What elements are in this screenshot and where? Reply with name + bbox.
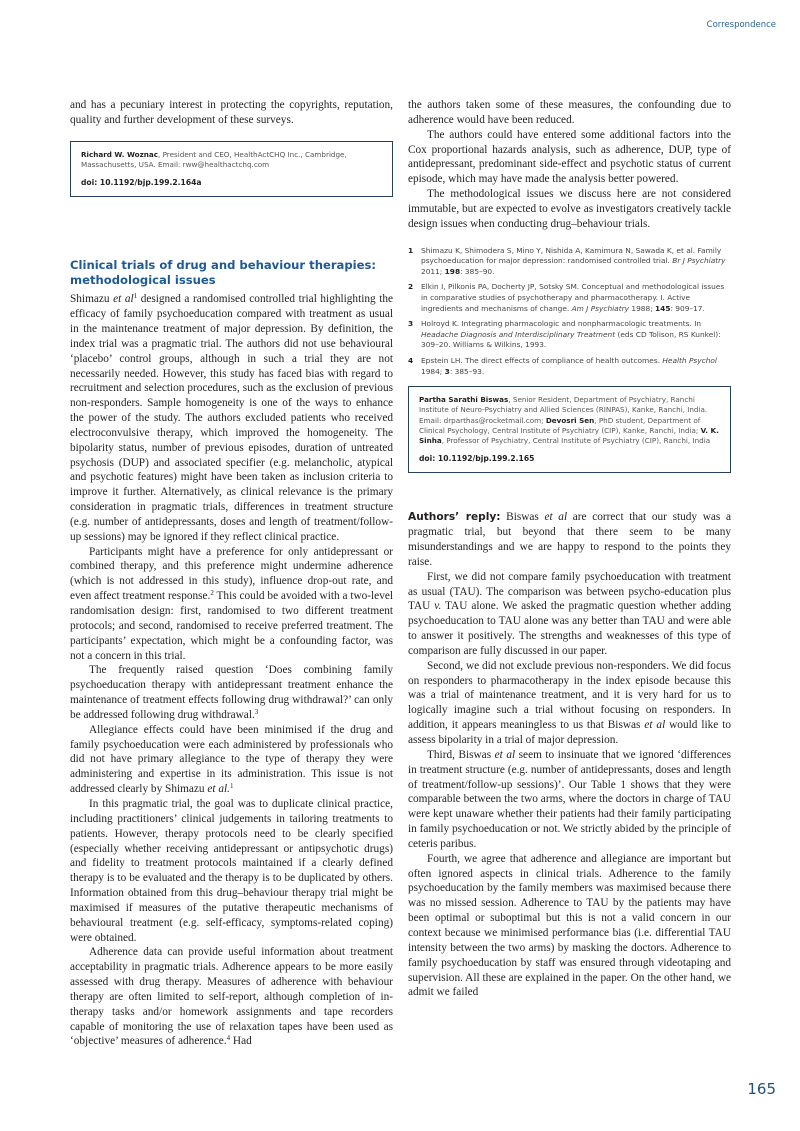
text: Shimazu: [70, 293, 114, 306]
body-paragraph: [70, 663, 393, 722]
doi-link[interactable]: doi: 10.1192/bjp.199.2.165: [419, 454, 535, 464]
reply-paragraph: [408, 748, 731, 852]
volume: 198: [444, 266, 461, 276]
citation-ref[interactable]: 1: [133, 292, 138, 301]
text: 1988;: [629, 303, 656, 313]
text: Third, Biswas: [427, 748, 495, 761]
affiliation-text: [419, 395, 720, 446]
reply-paragraph: [408, 570, 731, 659]
continuation-paragraph: and has a pecuniary interest in protecting the copyrights, reputation, quality and further development of these surveys.: [70, 99, 393, 126]
text: Biswas: [500, 511, 545, 524]
text: : 385–90.: [460, 266, 495, 276]
citation-ref[interactable]: 3: [254, 707, 259, 716]
author-name: Devosri Sen: [545, 415, 595, 425]
citation-ref[interactable]: 2: [210, 589, 214, 598]
body-paragraph: In this pragmatic trial, the goal was to duplicate clinical practice, including practitioners’ clinical judgements in tailoring treatments to patients. However, therapy protocols need to be clearly specified (especially whether receiving antidepressant or antipsychotic drugs) and fidelity to treatment protocols maintained if a clearly defined therapy is to be evaluated and the therapy is to be duplicated by others. Information obtained from this drug–behaviour therapy trial might be maximised if measures of the putative therapeutic mechanisms of behavioural treatment (e.g. self-efficacy, symptoms-related coping) were obtained.: [70, 797, 393, 944]
text: First, we did not compare family psychoeducation with treatment as usual (TAU). The comparison was between psycho-education plus TAU: [408, 570, 731, 613]
text-italic: et al: [113, 293, 134, 306]
body-paragraph: [70, 545, 393, 664]
reference-item: [408, 319, 731, 351]
reply-paragraph: Fourth, we agree that adherence and allegiance are important but often ignored aspects in clinical trials. Adherence to the family psychoeducation by the family members was maximised because there was no missed session. Adherence to TAU by the patients may have been optimal or suboptimal but this is not a valid concern in our context because we minimised performance bias (i.e. differential TAU intensity between the two arms) by masking the doctors. Adherence to family psychoeducation by staff was ensured through videotaping and supervision. All these are explained in the paper. On the other hand, we admit we failed: [408, 852, 731, 999]
text-italic: et al: [544, 511, 568, 524]
reference-item: [408, 246, 731, 278]
text: Elkin I, Pilkonis PA, Docherty JP, Sotsky SM. Conceptual and methodological issues in comparative studies of psychotherapy and pharmacotherapy. I. Active ingredients and mechanisms of change.: [421, 282, 725, 313]
journal-name: Am J Psychiatry: [571, 303, 630, 313]
doi-link[interactable]: doi: 10.1192/bjp.199.2.164a: [81, 178, 202, 188]
volume: 3: [444, 366, 450, 376]
text: The frequently raised question ‘Does combining family psychoeducation therapy with antidepressant treatment enhance the maintenance of treatment effects following drug withdrawal?’ can only be addressed following drug withdrawal.: [70, 664, 393, 721]
left-column: [70, 98, 393, 1049]
author-name: Richard W. Woznac: [81, 149, 159, 159]
body-paragraph: [70, 292, 393, 544]
text: seem to insinuate that we ignored ‘differences in treatment structure (e.g. number of antidepressants, doses and length of treatment/follow-up sessions)’. Our Table 1 shows that they were comparable between the two arms, where the doctors in charge of TAU were kept unaware whether their patients had their family participating in family psychoeducation or not. We strictly abided by the principle of ceteris paribus.: [408, 748, 731, 850]
reply-paragraph: [408, 510, 731, 569]
reference-list: [408, 246, 731, 378]
body-paragraph: [70, 945, 393, 1049]
right-column: [408, 98, 731, 1000]
text: Allegiance effects could have been minimised if the drug and family psychoeducation were each administered by professionals who did not have primary allegiance to the type of therapy they were administering and expertise in its administration. This issue is not addressed clearly by Shimazu: [70, 723, 393, 796]
text: Second, we did not exclude previous non-responders. We did focus on responders to pharmacotherapy in the index episode because this was a trial of maintenance treatment, and it is very hard for us to logically imagine such a trial without focusing on responders. In addition, it appears meaningless to us that Biswas: [408, 659, 731, 732]
journal-name: Health Psychol: [662, 355, 717, 365]
text: TAU alone. We asked the pragmatic question whether adding psychoeducation to TAU alone was any better than TAU and were able to answer it positively. The strengths and weaknesses of this type of comparison are fully discussed in our paper.: [408, 600, 732, 657]
journal-name: Br J Psychiatry: [672, 256, 726, 266]
body-paragraph: the authors taken some of these measures, the confounding due to adherence would have been reduced.: [408, 99, 731, 126]
text: 2011;: [421, 266, 445, 276]
text-italic: et al.: [207, 783, 230, 796]
reference-number: 1: [408, 245, 414, 255]
author-name: V. K. Sinha: [419, 425, 719, 445]
reply-paragraph: [408, 659, 731, 748]
author-details: , Professor of Psychiatry, Central Institute of Psychiatry (CIP), Ranchi, India: [441, 435, 711, 445]
text: would like to assess bipolarity in a trial of major depression.: [408, 719, 731, 746]
text: Holroyd K. Integrating pharmacologic and nonpharmacologic treatments. In: [421, 319, 702, 329]
text: Shimazu K, Shimodera S, Mino Y, Nishida A, Kamimura N, Sawada K, et al. Family psychoeducation for major depression: randomised controlled trial.: [421, 245, 722, 266]
journal-name: Headache Diagnosis and Interdisciplinary Treatment: [421, 329, 616, 339]
body-paragraph: [70, 723, 393, 797]
reference-number: 4: [408, 355, 414, 365]
text: Epstein LH. The direct effects of compliance of health outcomes.: [421, 355, 663, 365]
affiliation-box: [70, 141, 393, 198]
author-details: , Senior Resident, Department of Psychiatry, Ranchi Institute of Neuro-Psychiatry and Allied Sciences (RINPAS), Kanke, Ranchi, India. Email: drparthas@rocketmail.com;: [419, 395, 708, 425]
reference-item: [408, 282, 731, 314]
article-title: Clinical trials of drug and behaviour therapies: methodological issues: [70, 258, 377, 288]
text: 1984;: [421, 366, 445, 376]
page-number: 165: [747, 1080, 776, 1098]
reply-heading: Authors’ reply:: [408, 511, 501, 524]
author-details: , PhD student, Department of Clinical Psychology, Central Institute of Psychiatry (CIP), Kanke, Ranchi, India;: [419, 415, 701, 435]
text-italic: v.: [434, 600, 442, 613]
body-paragraph: The authors could have entered some additional factors into the Cox proportional hazards analysis, such as adherence, DUP, type of antidepressant, predominant side-effect and psychotic status of current episode, which may have made the analysis better powered.: [408, 128, 731, 186]
body-paragraph: The methodological issues we discuss here are not considered immutable, but are expected to evolve as investigators creatively tackle design issues when conducting drug–behaviour trials.: [408, 188, 731, 230]
reference-number: 2: [408, 282, 414, 292]
reference-number: 3: [408, 319, 414, 329]
text: Participants might have a preference for only antidepressant or combined therapy, and this preference might undermine adherence (which is not addressed in this study), influence drop-out rate, and even affect treatment response.: [70, 545, 393, 603]
text-italic: et al: [494, 748, 516, 761]
text: This could be avoided with a two-level randomisation design: first, randomised to two different treatment protocols; and second, randomised to receive preferred treatment. The participants’ expectation, which might be a confounding factor, was not a concern in this trial.: [70, 590, 393, 662]
volume: 145: [655, 303, 671, 313]
text: : 385–93.: [449, 366, 485, 376]
affiliation-box: [408, 386, 731, 473]
author-details: , President and CEO, HealthActCHQ Inc., Cambridge, Massachusetts, USA. Email: rww@healthactchq.com: [81, 149, 347, 169]
text-italic: et al: [644, 719, 666, 732]
text: are correct that our study was a pragmatic trial, but beyond that there seem to be many misunderstandings and we are happy to respond to the points they raise.: [408, 511, 731, 568]
running-head: Correspondence: [706, 20, 776, 30]
author-name: Partha Sarathi Biswas: [419, 395, 509, 405]
citation-ref[interactable]: 1: [230, 782, 234, 791]
text: : 909–17.: [670, 303, 705, 313]
spacer: [408, 473, 731, 510]
text: (eds CD Tolison, RS Kunkel): 309–20. Williams & Wilkins, 1993.: [421, 329, 721, 350]
affiliation-text: [81, 150, 382, 170]
text: designed a randomised controlled trial highlighting the efficacy of family psychoeducation compared with treatment as usual in the maintenance treatment of major depression. By definition, the index trial was a pragmatic trial. The authors did not use behavioural ‘placebo’ control groups, although in such a trial they are not necessarily needed. However, this study has faced bias with regard to recruitment and selection procedures, such as the exclusion of previous non-responders. Sample homogeneity is one of the ways to enhance the power of the study. The authors excluded patients who received electroconvulsive therapy, which improved the homogeneity. The bipolarity status, number of previous episodes, duration of untreated psychosis (DUP) and associated specifier (e.g. melancholic, atypical and psychotic features) might have been taken as inclusion criteria to improve it further. Alternatively, as clinical relevance is the primary consideration in pragmatic trials, differences in treatment structure (e.g. number of antidepressants, doses and length of treatment/follow-up sessions) may be ignored if they reflect clinical practice.: [70, 293, 394, 543]
reference-item: [408, 356, 731, 377]
citation-ref[interactable]: 4: [226, 1034, 231, 1043]
text: Had: [230, 1035, 252, 1048]
text: Adherence data can provide useful information about treatment acceptability in pragmatic trials. Adherence appears to be more easily assessed with drug therapy. Measures of adherence with behaviour therapy are often limited to self-report, although completion of in-therapy tasks and/or homework assignments and tape recorders capable of monitoring the use of relaxation tapes have been used as ‘objective’ measures of adherence.: [70, 946, 393, 1048]
